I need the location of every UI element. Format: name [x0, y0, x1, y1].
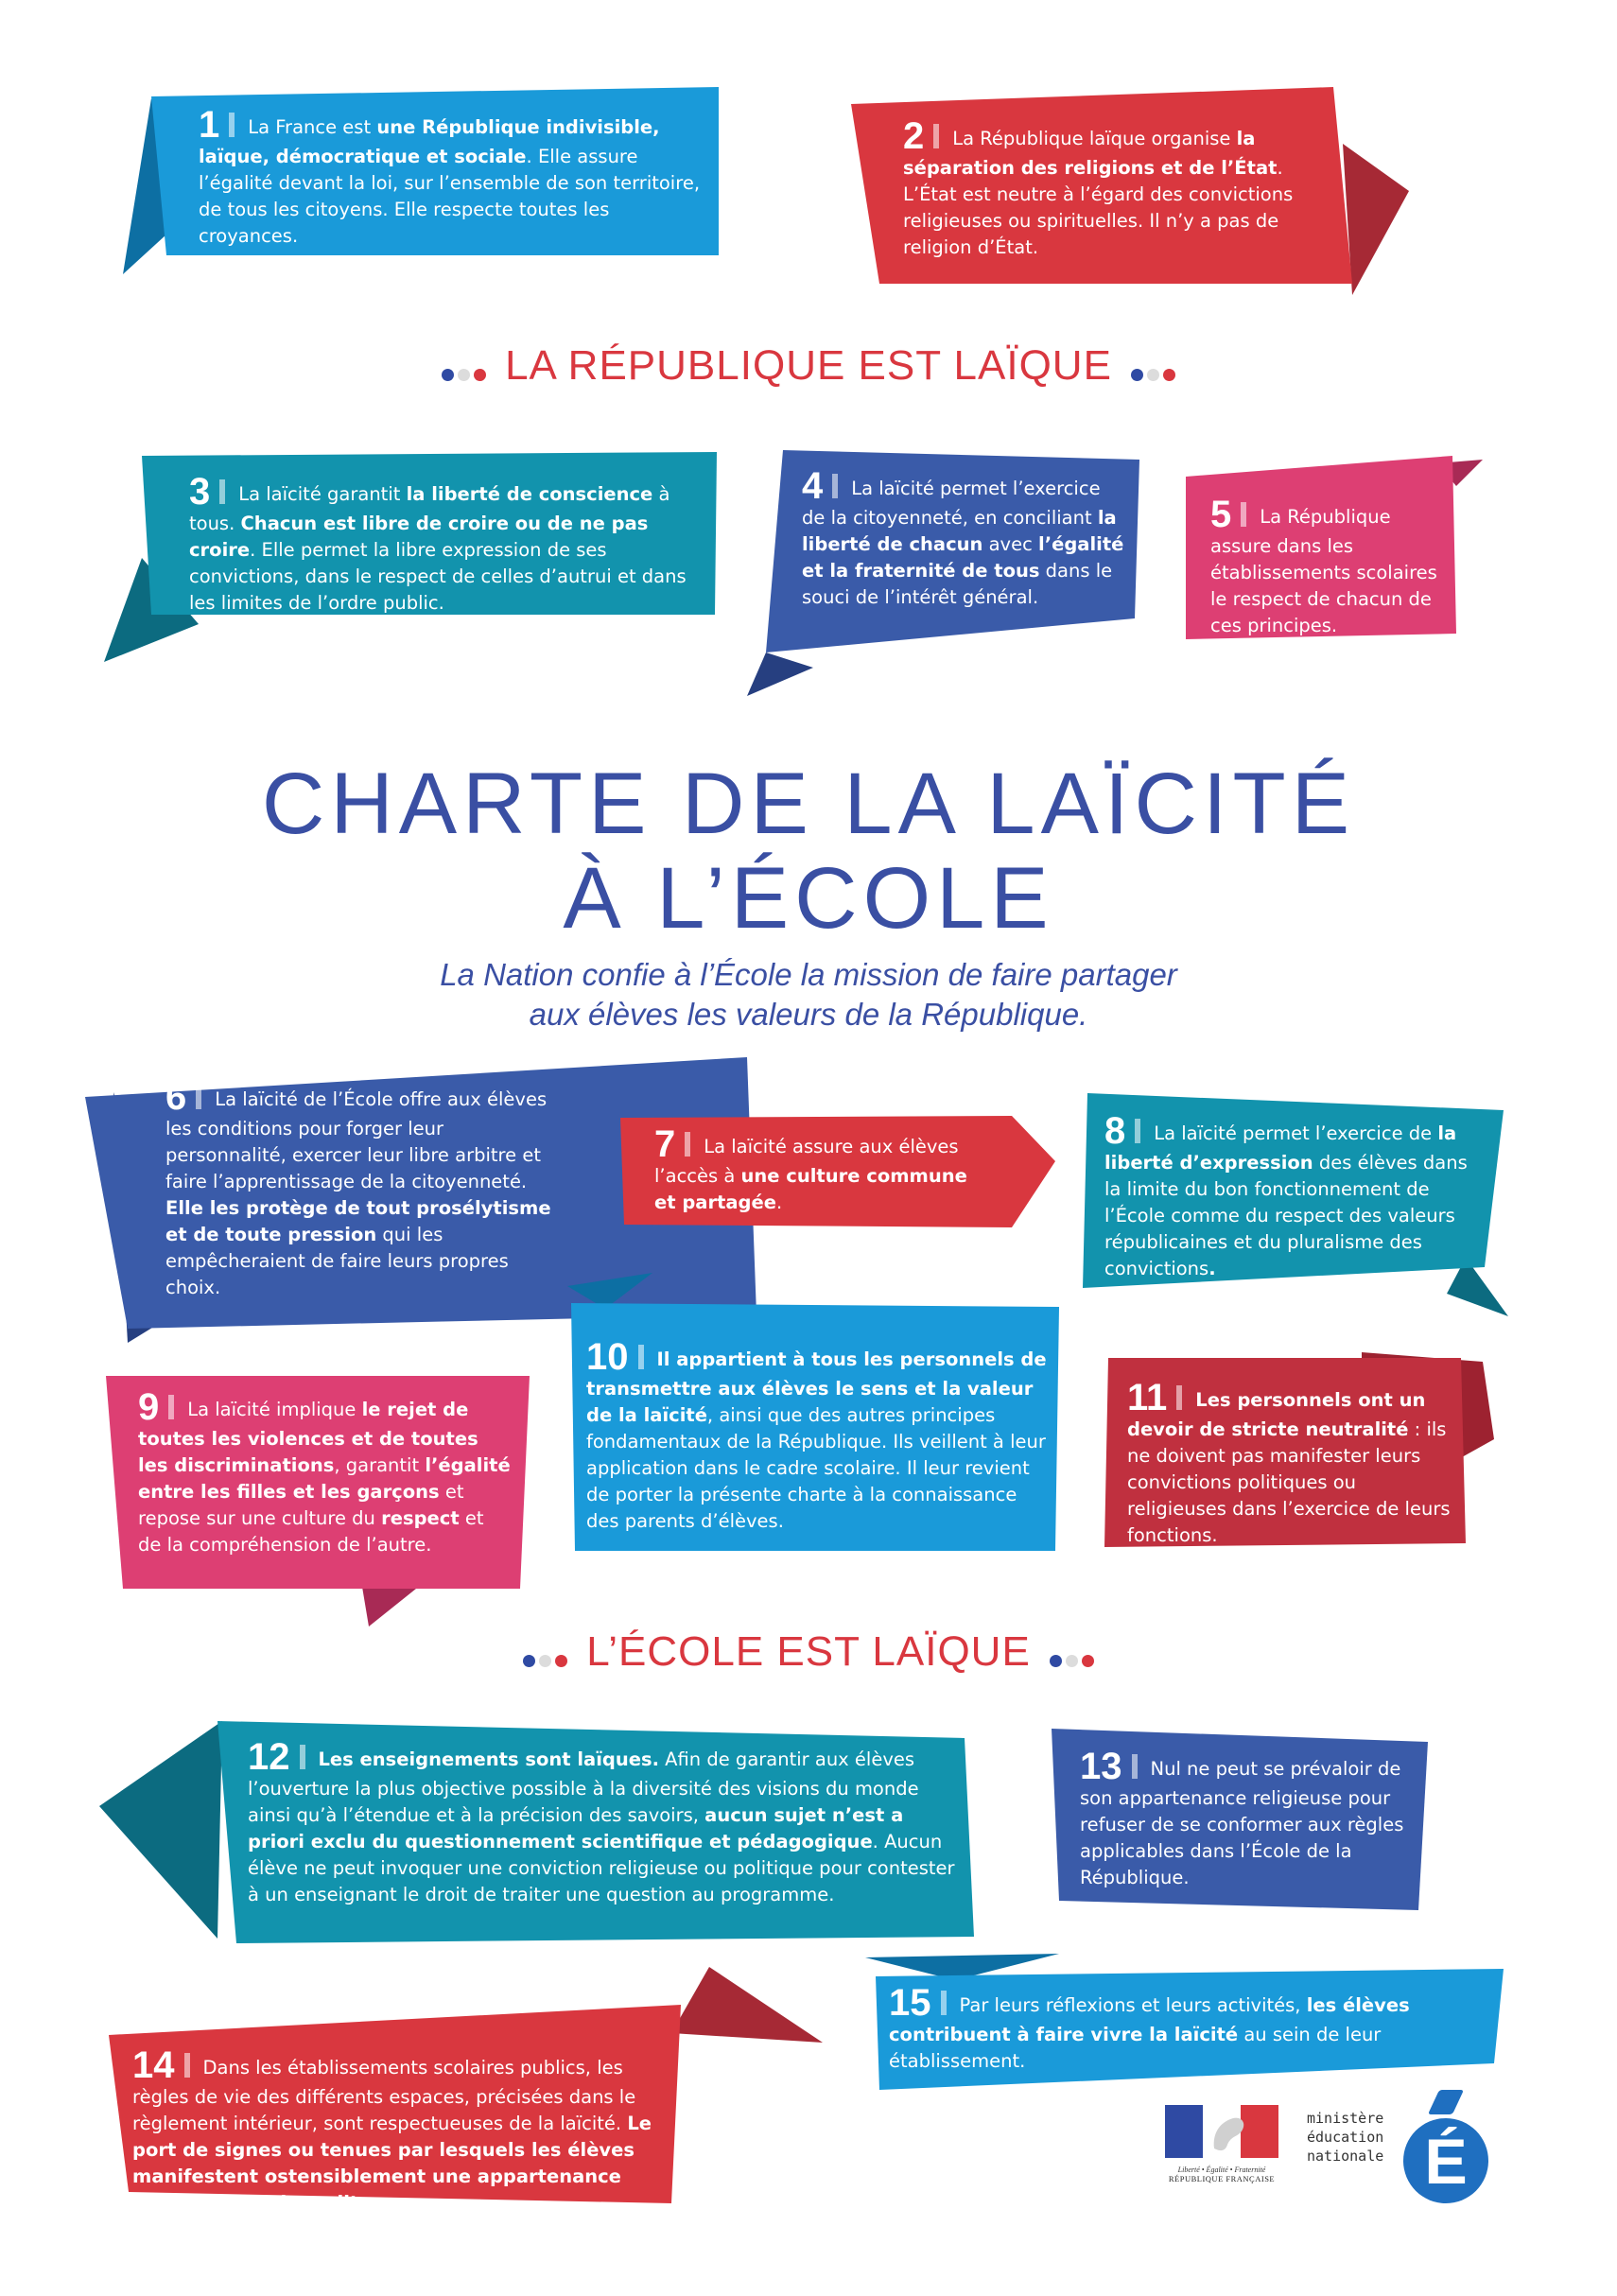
separator-bar: [1176, 1385, 1182, 1410]
article-text: Il appartient à tous les personnels de transmettre aux élèves le sens et la valeur de la laïcité, ainsi que des autres principes fondamentaux de la République. Ils veillent à leur application dans le cadre scolaire. Il leur revient de porter la présente charte à la connaissance des parents d’élèves.: [586, 1348, 1047, 1532]
article-15: [889, 1984, 1494, 2075]
article-number: 4: [802, 465, 824, 507]
separator-bar: [184, 2053, 190, 2078]
article-number: 1: [199, 104, 220, 146]
separator-bar: [832, 474, 838, 498]
article-7: [654, 1125, 995, 1216]
subtitle-line2: aux élèves les valeurs de la République.: [529, 997, 1088, 1032]
article-2: [903, 117, 1319, 261]
article-6: [165, 1078, 563, 1301]
section-heading-republique: LA RÉPUBLIQUE EST LAÏQUE: [284, 342, 1333, 391]
republique-name: RÉPUBLIQUE FRANÇAISE: [1168, 2174, 1276, 2183]
article-number: 11: [1127, 1377, 1168, 1418]
section-heading-ecole: L’ÉCOLE EST LAÏQUE: [397, 1628, 1220, 1678]
article-number: 15: [889, 1982, 931, 2024]
tricolor-dots: [1048, 1630, 1096, 1678]
republique-motto: Liberté • Égalité • Fraternité: [1177, 2166, 1266, 2174]
article-text: Par leurs réflexions et leurs activités, les élèves contribuent à faire vivre la laïcité au sein de leur établissement.: [889, 1994, 1410, 2072]
separator-bar: [638, 1345, 644, 1369]
separator-bar: [229, 113, 235, 137]
article-3: [189, 473, 700, 617]
article-text: La République assure dans les établissements scolaires le respect de chacun de ces principes.: [1210, 506, 1437, 636]
ministere-line3: nationale: [1307, 2148, 1384, 2165]
article-number: 12: [248, 1736, 290, 1778]
article-text: La laïcité permet l’exercice de la citoyenneté, en conciliant la liberté de chacun avec l’égalité et la fraternité de tous dans le souci de l’intérêt général.: [802, 478, 1124, 608]
article-text: Les personnels ont un devoir de stricte neutralité : ils ne doivent pas manifester leurs convictions politiques ou religieuses dans l’exercice de leurs fonctions.: [1127, 1389, 1451, 1546]
separator-bar: [1135, 1119, 1140, 1143]
article-number: 7: [654, 1123, 676, 1165]
article-text: La laïcité permet l’exercice de la liberté d’expression des élèves dans la limite du bon fonctionnement de l’École comme du respect des valeurs républicaines et du pluralisme des convictions.: [1104, 1122, 1468, 1279]
separator-bar: [219, 479, 225, 504]
article-9: [138, 1388, 513, 1558]
article-13: [1080, 1748, 1411, 1891]
separator-bar: [941, 1991, 947, 2015]
article-number: 14: [132, 2044, 175, 2086]
article-5: [1210, 496, 1447, 639]
article-text: La laïcité garantit la liberté de conscience à tous. Chacun est libre de croire ou de ne pas croire. Elle permet la libre expression de ses convictions, dans le respect de celles d’autrui et dans les limites de l’ordre public.: [189, 483, 687, 614]
tricolor-dots: [521, 1630, 569, 1678]
article-number: 5: [1210, 494, 1232, 535]
article-8: [1104, 1112, 1483, 1282]
separator-bar: [196, 1085, 201, 1109]
article-number: 6: [165, 1076, 187, 1118]
subtitle-line1: La Nation confie à l’École la mission de faire partager: [440, 957, 1177, 992]
marianne-flag-icon: [1165, 2105, 1278, 2158]
page-title-line2: À L’ÉCOLE: [563, 850, 1054, 947]
article-text: Les enseignements sont laïques. Afin de garantir aux élèves l’ouverture la plus objective possible à la diversité des visions du monde ainsi qu’à l’étendue et à la précision des savoirs, aucun sujet n’est a priori exclu du questionnement scientifique et pédagogique. Aucun élève ne peut invoquer une conviction religieuse ou politique pour contester à un enseignant le droit de traiter une question au programme.: [248, 1748, 955, 1905]
ministere-line1: ministère: [1307, 2110, 1384, 2127]
separator-bar: [168, 1395, 174, 1419]
article-number: 2: [903, 115, 925, 157]
article-number: 10: [586, 1336, 629, 1378]
tricolor-dots: [440, 344, 488, 391]
tricolor-dots: [1129, 344, 1177, 391]
article-number: 8: [1104, 1110, 1126, 1152]
separator-bar: [1132, 1754, 1138, 1779]
article-text: Nul ne peut se prévaloir de son appartenance religieuse pour refuser de se conformer aux règles applicables dans l’École de la République.: [1080, 1758, 1404, 1888]
article-text: La laïcité de l’École offre aux élèves les conditions pour forger leur personnalité, exercer leur libre arbitre et faire l’apprentissage de la citoyenneté. Elle les protège de tout prosélytisme et de toute pression qui les empêcheraient de faire leurs propres choix.: [165, 1088, 551, 1298]
article-11: [1127, 1379, 1452, 1549]
ministere-e-icon: É: [1403, 2118, 1488, 2203]
article-number: 13: [1080, 1746, 1122, 1787]
ministere-line2: éducation: [1307, 2129, 1384, 2146]
article-text: La France est une République indivisible, laïque, démocratique et sociale. Elle assure l’égalité devant la loi, sur l’ensemble de son territoire, de tous les citoyens. Elle respecte toutes les croyances.: [199, 116, 701, 247]
separator-bar: [300, 1745, 305, 1769]
article-text: La laïcité assure aux élèves l’accès à une culture commune et partagée.: [654, 1136, 967, 1213]
separator-bar: [933, 124, 939, 148]
article-4: [802, 467, 1128, 611]
article-text: Dans les établissements scolaires publics, les règles de vie des différents espaces, précisées dans le règlement intérieur, sont respectueuses de la laïcité. Le port de signes ou tenues par lesquels les élèves manifestent ostensiblement une appartenance religieuse est interdit.: [132, 2057, 652, 2214]
article-12: [248, 1738, 957, 1908]
page-title-line1: CHARTE DE LA LAÏCITÉ: [261, 756, 1356, 852]
article-text: La laïcité implique le rejet de toutes les violences et de toutes les discriminations, garantit l’égalité entre les filles et les garçons et repose sur une culture du respect et de la compréhension de l’autre.: [138, 1399, 511, 1556]
article-14: [132, 2046, 671, 2217]
article-text: La République laïque organise la séparation des religions et de l’État. L’État est neutre à l’égard des convictions religieuses ou spirituelles. Il n’y a pas de religion d’État.: [903, 128, 1294, 258]
separator-bar: [685, 1132, 690, 1157]
separator-bar: [1241, 502, 1246, 527]
article-number: 3: [189, 471, 211, 513]
article-1: [199, 106, 700, 250]
article-10: [586, 1338, 1050, 1535]
republique-francaise-logo: [1165, 2105, 1278, 2183]
article-number: 9: [138, 1386, 160, 1428]
